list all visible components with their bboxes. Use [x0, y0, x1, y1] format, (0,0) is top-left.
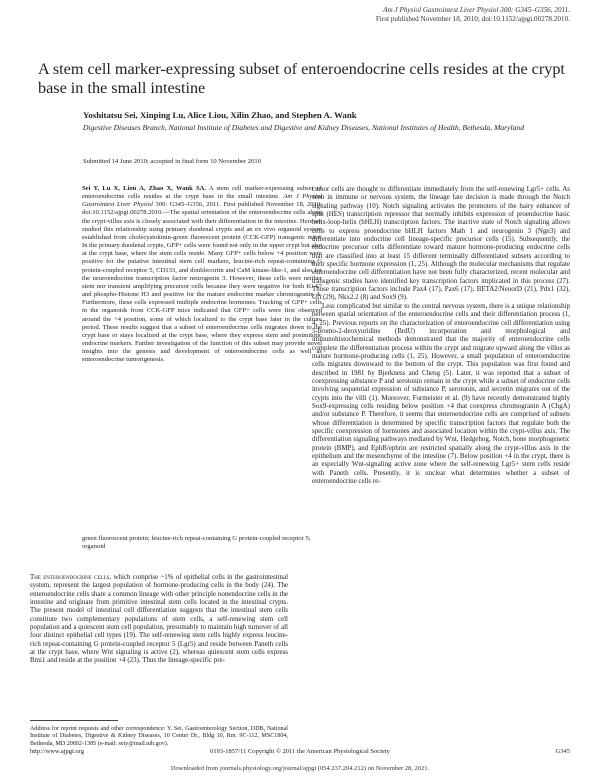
keywords: green fluorescent protein; leucine-rich repeat-containing G protein-coupled receptor 5; organoid: [82, 535, 311, 551]
intro-paragraph: which comprise ~1% of epithelial cells in the gastrointestinal system, represent the largest population of hormone-producing cells in the body (24). The enteroendocrine cells share a common lineage with other principle nonendocrine cells in the intestine and originate from primitive intestinal stem cells located in the intestinal crypts. The present model of intestinal cell differentiation suggests that the intestinal stem cells constitute two complementary populations of stem cells, a self-renewing stem cell population and a quiescent stem cell population, presumably to maintain high turnover of all four distinct epithelial cell types (19). The self-renewing stem cells highly express leucine-rich repeat-containing G protein-coupled receptor 5 (Lgr5) and reside between Paneth cells at the crypt base, where Wnt signaling is active (2), whereas quiescent stem cells express Bmi1 and reside at the position +4 (23). Thus the lineage-specific pre-: [30, 573, 289, 665]
abstract: [82, 185, 322, 364]
abstract-text: 300: G345–G356, 2011. First published November 18, 2010; doi:10.1152/ajpgi.00278.2010.—The spatial orientation of the enteroendocrine cells along the crypt-villus axis is closely associated with their differentiation in the intestine. Here we studied this relationship using primary duodenal crypts and an ex vivo organoid system established from cholecystokinin-green fluorescent protein (CCK-GFP) transgenic mice. In the primary duodenal crypts, GFP+ cells were found not only in the upper crypt but also at the crypt base, where the stem cells reside. Many GFP+ cells below +4 position were positive for the putative intestinal stem cell markers, leucine-rich repeat-containing G protein-coupled receptor 5, CD133, and doublecortin and CaM kinase-like-1, and also for the neuroendocrine transcription factor neurogenin 3. However, these cells were neither stem nor transient amplifying precursor cells because they were negative for both Ki-67 and phospho-Histone H3 and positive for the mature endocrine marker chromogranin A. Furthermore, these cells expressed multiple endocrine hormones. Tracking of GFP+ cells in the organoids from CCK-GFP mice indicated that GFP+ cells were first observed around the +4 position, some of which localized to the crypt base later in the culture period. These results suggest that a subset of enteroendocrine cells migrates down to the crypt base or stays localized at the crypt base, where they express stem and postmitotic endocrine markers. Further investigation of the function of this subset may provide novel insights into the genesis and development of enteroendocrine cells as well as enteroendocrine tumorigenesis.: [82, 201, 322, 364]
article-authors: Yoshitatsu Sei, Xinping Lu, Alice Liou, Xilin Zhao, and Stephen A. Wank: [83, 110, 357, 120]
submission-dates: Submitted 14 June 2010; accepted in final form 10 November 2010: [83, 158, 261, 165]
page-number: G345: [555, 748, 570, 755]
author-affiliation: Digestive Diseases Branch, National Institute of Diabetes and Digestive and Kidney Diseases, National Institutes of Health, Bethesda, Maryland: [83, 123, 525, 132]
journal-citation: Am J Physiol Gastrointest Liver Physiol 300: G345–G356, 2011.: [383, 6, 570, 14]
body-column-right: [312, 185, 570, 485]
journal-url-link[interactable]: http://www.ajpgi.org: [30, 748, 84, 755]
published-line: First published November 18, 2010; doi:10.1152/ajpgi.00278.2010.: [375, 15, 570, 23]
article-title: A stem cell marker-expressing subset of enteroendocrine cells resides at the crypt base in the small intestine: [38, 60, 565, 97]
abstract-citation-authors: Sei Y, Lu X, Liou A, Zhao X, Wank SA.: [82, 185, 207, 192]
download-notice: Downloaded from journals.physiology.org/journal/ajpgi (054.237.204.212) on November 28, 2021.: [170, 765, 430, 772]
abstract-citation-title: A stem cell marker-expressing subset of enteroendocrine cells resides at the crypt base in the small intestine.: [82, 185, 322, 201]
intro-lead-in: The enteroendocrine cells,: [30, 573, 112, 581]
right-paragraph-1: cursor cells are thought to differentiate immediately from the self-renewing Lgr5+ cells. As seen in immune or nervous system, the lineage fate decision is made through the Notch signaling pathway (10). Notch signaling activates the promoters of the hairy enhancer of split (HES) transcription repressor that normally inhibits expression of proendocrine basic helix-loop-helix (bHLH) transcription factors. The inactive state of Notch signaling allows cells to express proendocrine bHLH factors Math 1 and neurogenin 3 (Ngn3) and differentiate into endocrine cell lineage-specific precursor cells (15). Subsequently, the endocrine precursor cells differentiate toward mature hormone-producing endocrine cells that are classified into at least 15 different terminally differentiated subsets according to their specific hormone expression (1, 25). Although the molecular mechanisms that regulate enteroendocrine cell differentiation have not been fully characterized, recent molecular and transgenic studies have identified key transcription factors implicated in this process (27). Those transcription factors include Pax4 (17), Pax6 (17), BETA2/NeuorD (21), Pdx1 (32), Gfi (29), Nkx2.2 (8) and Sox9 (9).: [312, 185, 570, 302]
abstract-citation-journal: Am J Physiol Gastrointest Liver Physiol: [82, 193, 322, 209]
body-column-left: [30, 573, 288, 665]
right-paragraph-2: Less complicated but similar to the central nervous system, there is a unique relationship between spatial orientation of the enteroendocrine cells and their differentiation process (1, 4, 25). Previous reports on the characterization of enteroendocrine cell differentiation using 5-bromo-2-deoxyuridine (BrdU) incorporation and morphological and immunohistochemical methods demonstrated that the majority of enteroendocrine cells complete the differentiation process within the crypt and migrate upward along the villus as mature hormone-producing cells (1, 25). However, a small population of enteroendocrine cells migrates downward to the bottom of the crypt. This population was first found and described in 1981 by Bjerkness and Cheng (5). Later, it was reported that a subset of coexpressing substance P and serotonin remain in the crypt while a subset of endocrine cells involving sequential expression of substance P, serotonin, and secretin migrates out of the crypts into the villi (1). Moreover, Formeister et al. (9) have recently demonstrated highly Sox9-expressing cells residing below position +4 that coexpress chromogranin A (ChgA) and/or substance P. Therefore, it seems that enteroendocrine cells are comprised of subsets whose differentiation is determined by specific transcription factors that regulate both the specific coexpression of hormones and associated location within the crypt-villus axis. The differentiation signaling pathways mediated by Wnt, Hedgehog, Notch, bone morphogenetic protein (BMP), and EphB/ephrin are restricted spatially along the crypt-villus axis in the epithelium and the mesenchyme of the intestine (7). Below position +4 in the crypt, there is an especially Wnt-signaling active zone where the self-renewing Lgr5+ stem cells reside with Paneth cells. Presently, it is unclear what determines whether a subset of enteroendocrine cells re-: [312, 301, 570, 486]
footnote-divider: [30, 720, 118, 721]
journal-header: [150, 6, 570, 24]
correspondence-footnote: Address for reprint requests and other correspondence: Y. Sei, Gastroenterology Section, DDB, National Institute of Diabetes, Digestive & Kidney Diseases, 10 Center Dr., Bldg 10, Rm. 9C-112, MSC1804, Bethesda, MD 20892-1385 (e-mail: seiy@mail.nih.gov).: [30, 726, 288, 747]
copyright-notice: 0193-1857/11 Copyright © 2011 the American Physiological Society: [210, 748, 390, 755]
